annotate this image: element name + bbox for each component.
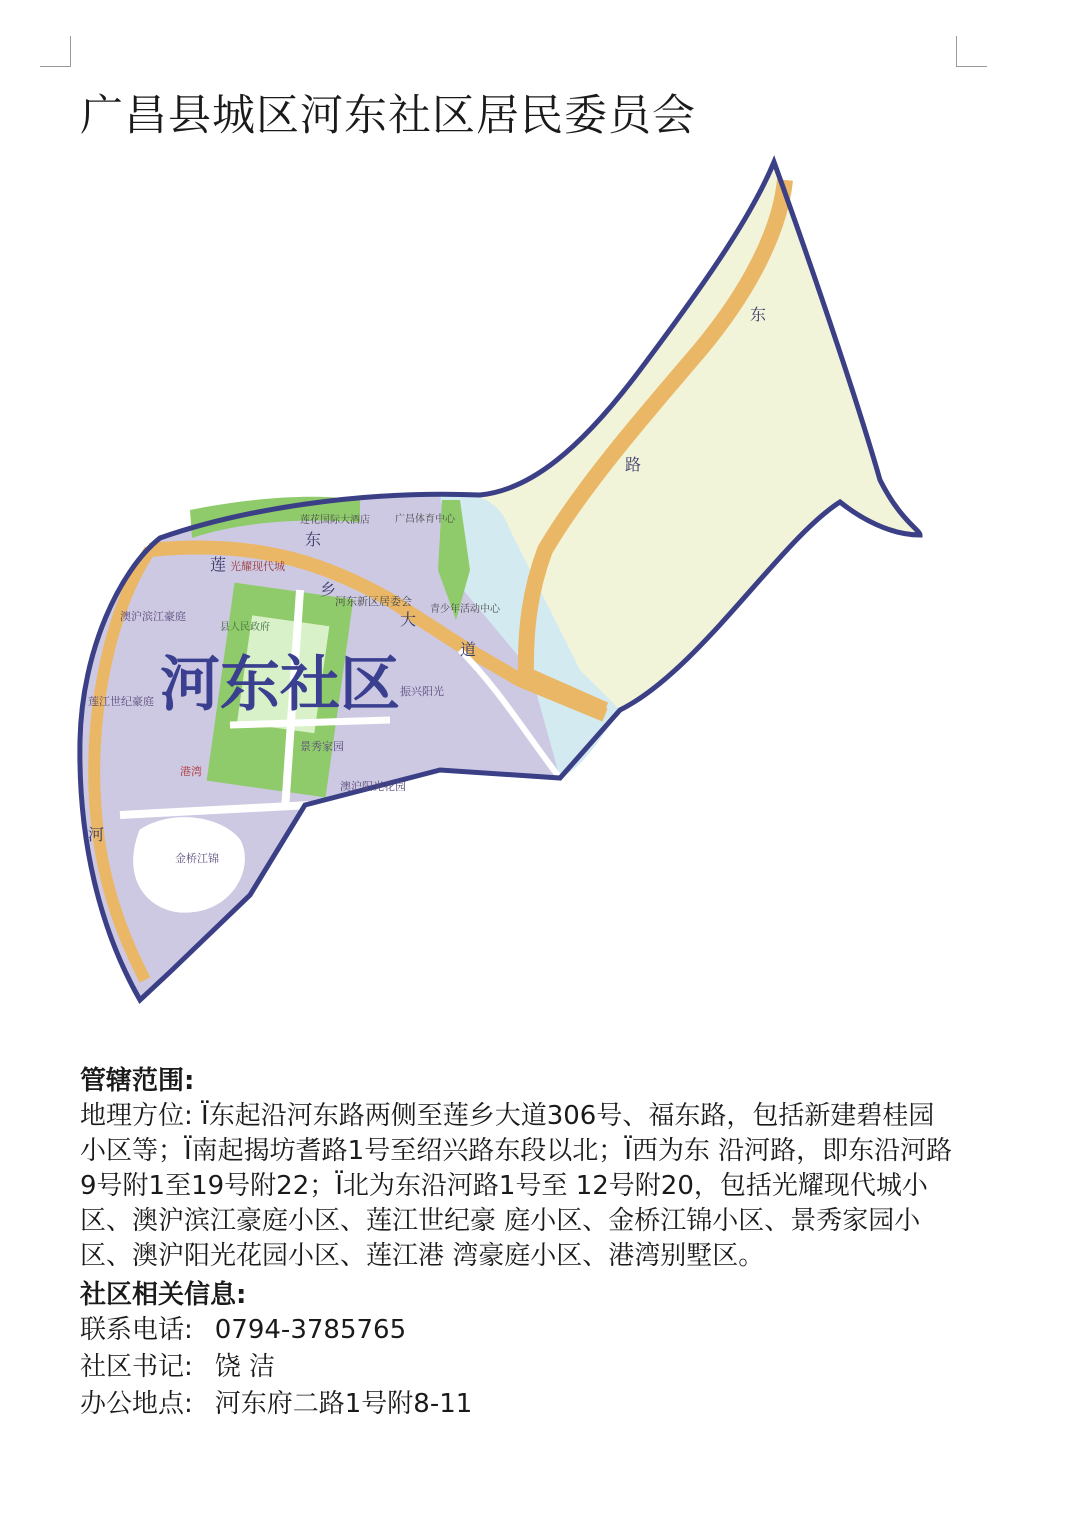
place-label-lianjiang: 莲江世纪豪庭 (88, 696, 154, 708)
place-label-government: 县人民政府 (220, 622, 270, 633)
road-inner-ew2 (230, 720, 390, 725)
place-label-guangyao: 光耀现代城 (230, 561, 285, 573)
phone-label: 联系电话: (80, 1315, 193, 1345)
place-label-gangwan: 港湾 (180, 766, 202, 778)
place-label-zhenxing: 振兴阳光 (400, 686, 444, 698)
crop-mark-top-right (956, 36, 987, 67)
road-label-east: 东 (305, 532, 322, 549)
office-label: 办公地点: (80, 1389, 193, 1419)
phone-row (80, 1313, 980, 1350)
info-section (80, 1064, 980, 1424)
community-info-heading: 社区相关信息: (80, 1280, 247, 1310)
place-label-aohu-binjiang: 澳沪滨江豪庭 (120, 611, 186, 623)
road-label-xiang: 乡 (320, 582, 337, 599)
place-label-sports-center: 广昌体育中心 (395, 514, 455, 525)
place-label-jingxiu: 景秀家园 (300, 741, 344, 753)
road-label-dao: 道 (460, 642, 477, 659)
secretary-label: 社区书记: (80, 1352, 193, 1382)
community-map (60, 150, 960, 1020)
road-label-west-he: 河 (88, 827, 105, 844)
place-label-youth-center: 青少年活动中心 (430, 604, 500, 615)
road-label-dong: 东 (750, 307, 767, 324)
office-row (80, 1387, 980, 1424)
office-value: 河东府二路1号附8-11 (214, 1389, 473, 1419)
secretary-row (80, 1350, 980, 1387)
secretary-value: 饶 洁 (214, 1352, 276, 1382)
page-title: 广昌县城区河东社区居民委员会 (80, 91, 696, 141)
place-label-jinqiao: 金桥江锦 (175, 853, 219, 865)
district-label: 河东社区 (160, 651, 400, 718)
jurisdiction-text: 地理方位: Ï东起沿河东路两侧至莲乡大道306号、福东路，包括新建碧桂园小区等；Ï南起揭坊耆路1号至绍兴路东段以北；Ï西为东 沿河路，即东沿河路9号附1至19号附22；Ï北为东沿河路1号至 12号附20，包括光耀现代城小区、澳沪滨江豪庭小区、莲江世纪豪 庭小区、金桥江锦小区、景秀家园小区、澳沪阳光花园小区、莲江港 湾豪庭小区、港湾别墅区。 (80, 1101, 953, 1271)
crop-mark-top-left (40, 36, 71, 67)
road-label-lian: 莲 (210, 557, 227, 574)
place-label-lianhua-hotel: 莲花国际大酒店 (300, 515, 370, 526)
place-label-aohu-yangguang: 澳沪阳光花园 (340, 781, 406, 793)
jurisdiction-heading: 管辖范围: (80, 1066, 195, 1096)
road-label-lu: 路 (625, 457, 642, 474)
place-label-hedong-committee: 河东新区居委会 (335, 596, 412, 608)
phone-value: 0794-3785765 (214, 1315, 407, 1345)
road-label-da: 大 (400, 612, 417, 629)
